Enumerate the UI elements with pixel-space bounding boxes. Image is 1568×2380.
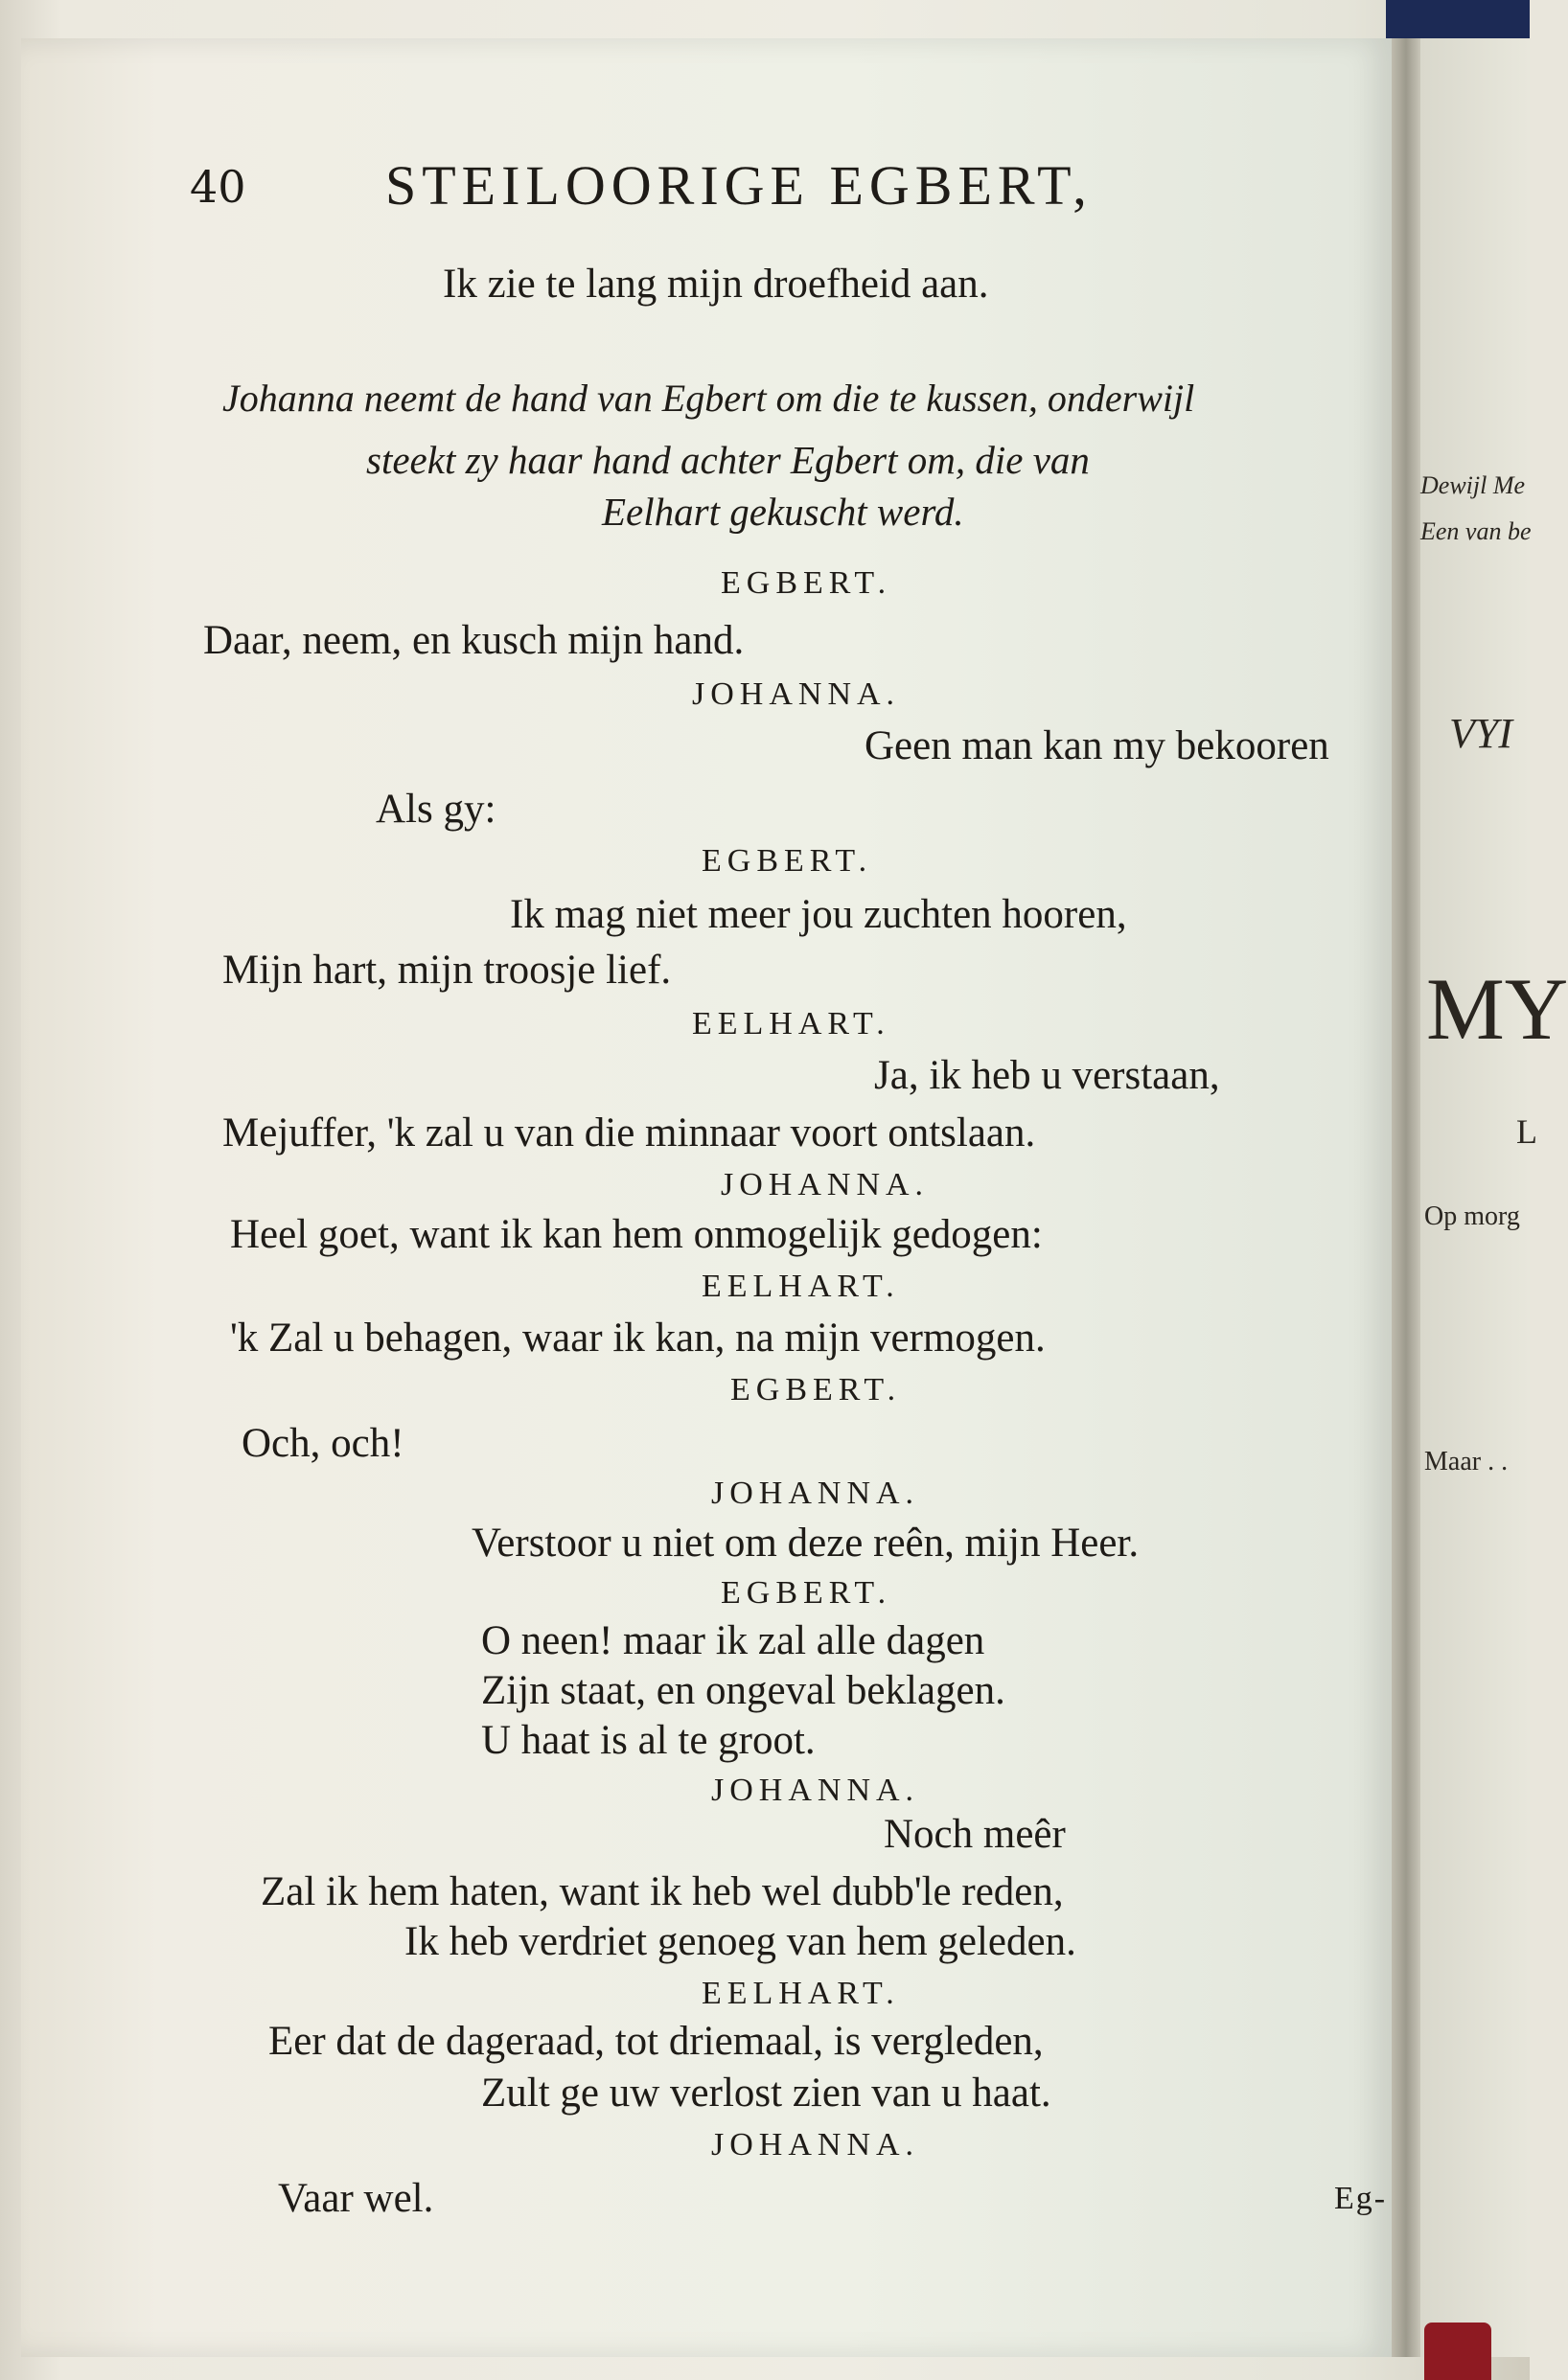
text-line: U haat is al te groot. [481, 1718, 816, 1763]
stage-direction: steekt zy haar hand achter Egbert om, die van [366, 438, 1090, 482]
text-line: Zult ge uw verlost zien van u haat. [481, 2071, 1051, 2116]
next-page-fragment: MY [1426, 960, 1568, 1058]
stage-direction: Johanna neemt de hand van Egbert om die te kussen, onderwijl [222, 377, 1195, 420]
text-line: Eer dat de dageraad, tot driemaal, is vergleden, [268, 2019, 1044, 2064]
speaker-label: EELHART. [702, 1269, 900, 1304]
next-page-fragment: Maar . . [1424, 1447, 1509, 1476]
stage-direction: Eelhart gekuscht werd. [602, 490, 964, 534]
speaker-label: EGBERT. [730, 1372, 902, 1407]
speaker-label: EELHART. [692, 1006, 890, 1041]
text-line: 'k Zal u behagen, waar ik kan, na mijn vermogen. [230, 1316, 1046, 1361]
page-number: 40 [190, 161, 246, 213]
speaker-label: EELHART. [702, 1976, 900, 2011]
catchword: Eg- [1334, 2181, 1388, 2216]
text-line: Geen man kan my bekooren [865, 723, 1329, 768]
speaker-label: JOHANNA. [721, 1167, 930, 1202]
text-line: Heel goet, want ik kan hem onmogelijk gedogen: [230, 1212, 1043, 1257]
text-line: Och, och! [242, 1421, 404, 1466]
text-line: Mijn hart, mijn troosje lief. [222, 948, 672, 993]
speaker-label: JOHANNA. [711, 2127, 920, 2163]
next-page-fragment: Een van be [1420, 517, 1532, 545]
text-line: Daar, neem, en kusch mijn hand. [203, 618, 745, 663]
next-page-fragment: VYI [1449, 710, 1512, 757]
red-ribbon-corner [1424, 2323, 1491, 2380]
text-line: Verstoor u niet om deze reên, mijn Heer. [472, 1521, 1140, 1566]
speaker-label: JOHANNA. [711, 1773, 920, 1808]
right-page-edge [1420, 38, 1568, 2357]
text-line: Zal ik hem haten, want ik heb wel dubb'le reden, [261, 1869, 1064, 1914]
text-line: O neen! maar ik zal alle dagen [481, 1618, 985, 1663]
text-line: Ik heb verdriet genoeg van hem geleden. [404, 1919, 1076, 1964]
text-line: Vaar wel. [278, 2176, 434, 2221]
speaker-label: EGBERT. [702, 843, 873, 879]
book-gutter [1392, 38, 1420, 2357]
text-line: Ik zie te lang mijn droefheid aan. [443, 262, 989, 307]
text-line: Als gy: [376, 787, 496, 832]
blue-cover-corner [1386, 0, 1530, 38]
text-line: Zijn staat, en ongeval beklagen. [481, 1668, 1005, 1713]
left-page [21, 38, 1392, 2357]
speaker-label: JOHANNA. [711, 1476, 920, 1511]
text-line: Noch meêr [884, 1812, 1066, 1857]
text-line: Ik mag niet meer jou zuchten hooren, [510, 892, 1127, 937]
next-page-fragment: Dewijl Me [1420, 471, 1526, 499]
next-page-fragment: Op morg [1424, 1201, 1520, 1231]
next-page-fragment: L [1516, 1112, 1537, 1151]
speaker-label: JOHANNA. [692, 676, 901, 712]
speaker-label: EGBERT. [721, 565, 892, 601]
text-line: Ja, ik heb u verstaan, [874, 1053, 1220, 1098]
text-line: Mejuffer, 'k zal u van die minnaar voort ontslaan. [222, 1110, 1036, 1156]
speaker-label: EGBERT. [721, 1575, 892, 1611]
running-title: STEILOORIGE EGBERT, [385, 154, 1093, 217]
